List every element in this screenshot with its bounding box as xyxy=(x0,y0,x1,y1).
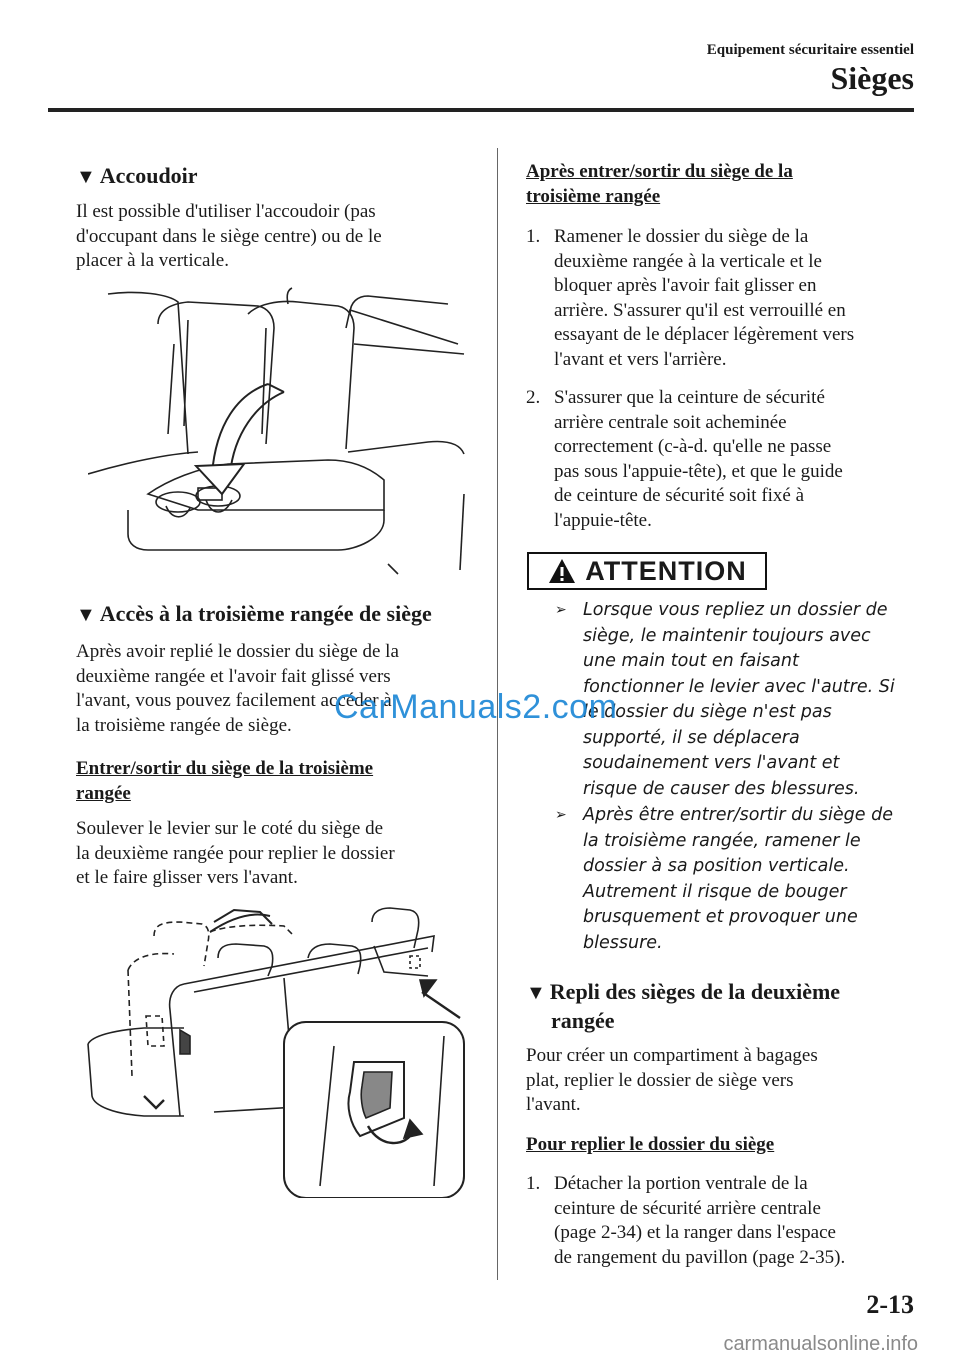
page-number: 2-13 xyxy=(866,1290,914,1319)
footer-site: carmanualsonline.info xyxy=(723,1333,918,1355)
fold-subheading: Pour replier le dossier du siège xyxy=(526,1134,775,1155)
after-enter-steps xyxy=(526,225,918,547)
arrow-bullet-icon: ➢ xyxy=(555,807,567,823)
third-row-text: Après avoir replié le dossier du siège de la deuxième rangée et l'avoir fait glissé vers l'avant, vous pouvez facilement accéder à la troisième rangée de siège. xyxy=(76,641,399,736)
armrest-heading: ▼ Accoudoir xyxy=(76,162,198,191)
watermark: CarManuals2.com xyxy=(334,688,618,726)
step-item: 1. Détacher la portion ventrale de la ceinture de sécurité arrière centrale (page 2-34) et la ranger dans l'espace de rangement du pavillon (page 2-35). xyxy=(526,1173,846,1268)
triangle-bullet-icon: ▼ xyxy=(526,982,546,1004)
third-row-heading: ▼ Accès à la troisième rangée de siège xyxy=(76,600,432,629)
triangle-bullet-icon: ▼ xyxy=(76,604,96,626)
attention-label: ATTENTION xyxy=(585,555,747,586)
arrow-bullet-icon: ➢ xyxy=(555,602,567,618)
section-title: Sièges xyxy=(830,60,914,96)
step-item: 1. Ramener le dossier du siège de la deuxième rangée à la verticale et le bloquer après l'avoir fait glisser en arrière. S'assurer qu'il est verrouillé en essayant de le déplacer légèrement vers l'avant et vers l'arrière. xyxy=(526,226,855,370)
header-rule xyxy=(48,108,914,112)
armrest-text: Il est possible d'utiliser l'accoudoir (pas d'occupant dans le siège centre) ou de le placer à la verticale. xyxy=(76,201,382,271)
enter-exit-text: Soulever le levier sur le coté du siège de la deuxième rangée pour replier le dossier et le faire glisser vers l'avant. xyxy=(76,818,395,888)
caution-list xyxy=(555,598,917,957)
fold-text: Pour créer un compartiment à bagages plat, replier le dossier de siège vers l'avant. xyxy=(526,1045,818,1115)
caution-item: ➢ Lorsque vous repliez un dossier de siège, le maintenir toujours avec une main tout en faisant fonctionner le levier avec l'autre. Si le dossier du siège n'est pas supporté, il se déplacera soudainement vers l'avant et risque de causer des blessures. xyxy=(555,598,917,802)
triangle-bullet-icon: ▼ xyxy=(76,166,96,188)
caution-item: ➢ Après être entrer/sortir du siège de la troisième rangée, ramener le dossier à sa position verticale. Autrement il risque de bouger brusquement et provoquer une blessure. xyxy=(555,803,917,956)
armrest-illustration xyxy=(88,284,478,580)
fold-steps xyxy=(526,1172,918,1284)
warning-triangle-icon xyxy=(547,557,577,585)
step-item: 2. S'assurer que la ceinture de sécurité arrière centrale soit acheminée correctement (c-à-d. qu'elle ne passe pas sous l'appuie-tête), et que le guide de ceinture de sécurité soit fixé à l'appuie-tête. xyxy=(526,387,843,531)
seat-fold-illustration xyxy=(84,896,468,1198)
after-enter-subheading: Après entrer/sortir du siège de la troisième rangée xyxy=(526,161,793,207)
enter-exit-subheading: Entrer/sortir du siège de la troisième rangée xyxy=(76,758,374,804)
fold-heading: ▼ Repli des sièges de la deuxième rangée xyxy=(526,979,841,1033)
attention-banner xyxy=(527,552,767,590)
chapter-title: Equipement sécuritaire essentiel xyxy=(706,42,914,58)
